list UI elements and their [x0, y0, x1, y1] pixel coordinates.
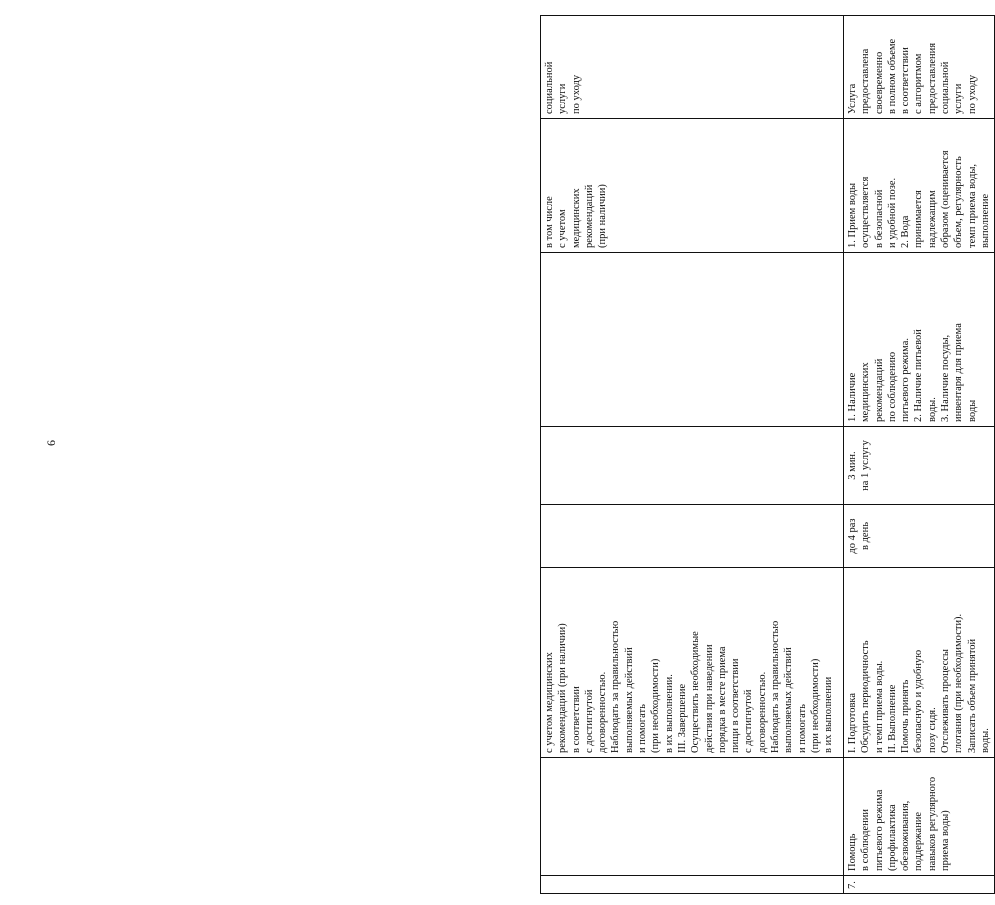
cell-evaluation: Услуга предоставлена своевременно в полном объеме в соответствии с алгоритмом предоставления социальной услуги по уходу — [844, 16, 995, 119]
page-number: 6 — [44, 440, 58, 446]
cell-duration — [541, 427, 844, 505]
cell-frequency — [541, 505, 844, 568]
cell-quality: в том числе с учетом медицинских рекомендаций (при наличии) — [541, 119, 844, 253]
cell-procedure: I. Подготовка Обсудить периодичность и темп приема воды. II. Выполнение Помочь принять безопасную и удобную позу сидя. Отслеживать процессы глотания (при необходимости). Записать объем принятой воды. — [844, 568, 995, 758]
cell-conditions — [541, 253, 844, 427]
cell-conditions: 1. Наличие медицинских рекомендаций по соблюдению питьевого режима. 2. Наличие питьевой воды. 3. Наличие посуды, инвентаря для приема воды — [844, 253, 995, 427]
services-table — [540, 15, 995, 894]
cell-frequency: до 4 раз в день — [844, 505, 995, 568]
cell-duration: 3 мин. на 1 услугу — [844, 427, 995, 505]
cell-procedure: с учетом медицинских рекомендаций (при наличии) в соответствии с достигнутой договоренностью. Наблюдать за правильностью выполняемых действий и помогать (при необходимости) в их выполнении. III. Завершение Осуществить необходимые действия при наведении порядка в месте приема пищи в соответствии с достигнутой договоренностью. Наблюдать за правильностью выполняемых действий и помогать (при необходимости) в их выполнении — [541, 568, 844, 758]
cell-service — [541, 758, 844, 876]
cell-num — [541, 876, 844, 894]
cell-evaluation: социальной услуги по уходу — [541, 16, 844, 119]
cell-quality: 1. Прием воды осуществляется в безопасной и удобной позе. 2. Вода принимается надлежащим образом (оценивается объем, регулярность темп приема воды, выполнение — [844, 119, 995, 253]
cell-num: 7. — [844, 876, 995, 894]
table-row — [541, 16, 844, 894]
rotated-table-container — [540, 16, 991, 894]
table-row — [844, 16, 995, 894]
cell-service: Помощь в соблюдении питьевого режима (профилактика обезвоживания, поддержание навыков регулярного приема воды) — [844, 758, 995, 876]
